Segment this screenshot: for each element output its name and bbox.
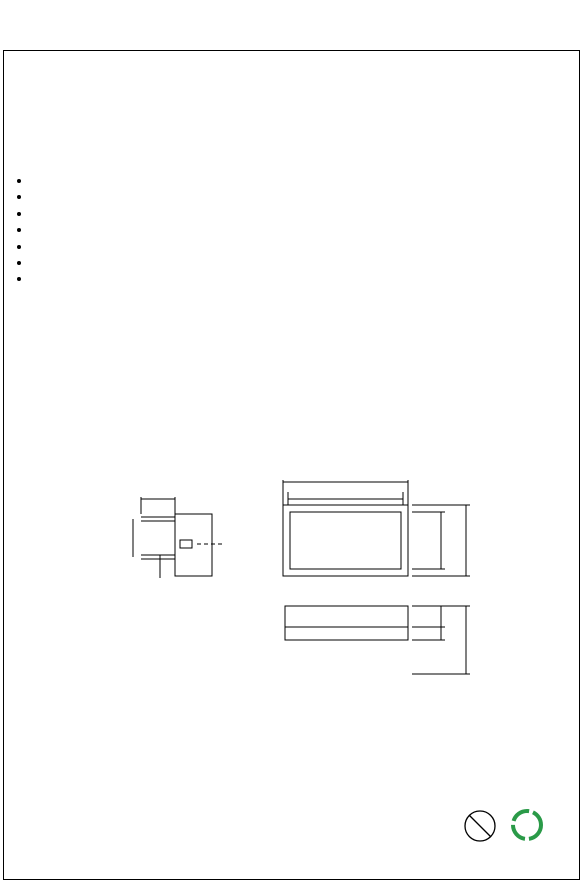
feature-item — [17, 274, 29, 290]
bullet-icon — [17, 261, 21, 265]
package-drawing — [0, 440, 585, 820]
feature-item — [17, 258, 29, 274]
bullet-icon — [17, 277, 21, 281]
bullet-icon — [17, 212, 21, 216]
feature-item — [17, 242, 29, 258]
bullet-icon — [17, 228, 21, 232]
bullet-icon — [17, 179, 21, 183]
side-body — [175, 514, 212, 576]
pb-free-icon — [462, 808, 498, 844]
features-list — [17, 176, 29, 291]
pin-body — [285, 606, 408, 640]
feature-item — [17, 209, 29, 225]
bullet-icon — [17, 245, 21, 249]
rohs-eco-icon — [508, 806, 546, 844]
feature-item — [17, 176, 29, 192]
bullet-icon — [17, 195, 21, 199]
feature-item — [17, 225, 29, 241]
front-body — [283, 505, 408, 576]
feature-item — [17, 192, 29, 208]
